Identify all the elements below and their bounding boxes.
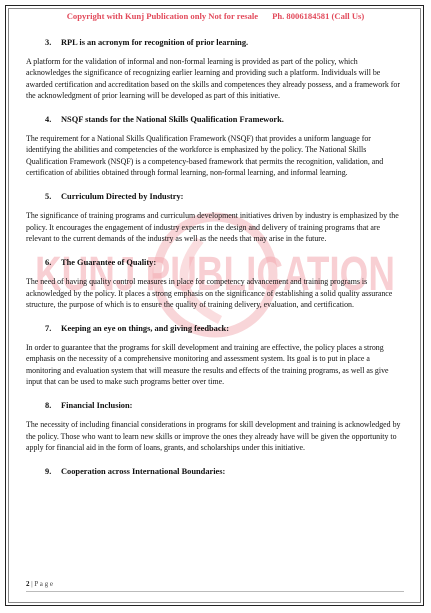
- section-heading-9: 9. Cooperation across International Boundaries:: [45, 467, 226, 477]
- section-heading-4: 4. NSQF stands for the National Skills Qualification Framework.: [45, 115, 284, 125]
- section-heading-8: 8. Financial Inclusion:: [45, 401, 133, 411]
- section-body-8: The necessity of including financial considerations in programs for skill development and training is acknowledged by the policy. Those who want to learn new skills or improve the ones they already have will be given the opportunity to apply for financial aid in the form of loans, grants, and scholarships under this initiative.: [26, 420, 401, 452]
- footer-separator: |: [31, 580, 33, 588]
- page-header: [0, 11, 431, 21]
- section-body-7: In order to guarantee that the programs for skill development and training are effective, the policy places a strong emphasis on the necessity of a comprehensive monitoring and assessment system. Its goal is to put in place a monitoring and evaluation system that will measure the results and effects of the training programs, as well as give input that can be used to make such programs better over time.: [26, 343, 389, 387]
- header-copyright: Copyright with Kunj Publication only Not for resale: [66, 11, 259, 21]
- section-body-4: The requirement for a National Skills Qualification Framework (NSQF) that provides a uniform language for identifying the abilities and competencies of the workforce is emphasized by the policy. The National Skills Qualification Framework (NSQF) is a competency-based framework that permits the recognition, validation, and certification of abilities obtained through formal learning, non-formal learning, and informal learning.: [26, 134, 384, 178]
- section-heading-6: 6. The Guarantee of Quality:: [45, 258, 157, 268]
- section-heading-3: 3. RPL is an acronym for recognition of prior learning.: [45, 38, 249, 47]
- section-heading-5: 5. Curriculum Directed by Industry:: [45, 192, 184, 202]
- section-heading-7: 7. Keeping an eye on things, and giving feedback:: [45, 324, 229, 334]
- section-body-6: The need of having quality control measures in place for competency advancement and training programs is acknowledged by the policy. It places a strong emphasis on the significance of establishing a solid quality assurance structure, the purpose of which is to ensure the quality of training delivery, evaluation, and certification.: [26, 277, 393, 309]
- page-footer: [26, 580, 404, 588]
- document-body: [26, 22, 404, 485]
- section-body-3: A platform for the validation of informal and non-formal learning is provided as part of the policy, which acknowledges the significance of recognizing earlier learning and providing such a platform. Individuals will be awarded certification and accreditation based on the skills and competences they already possess, and a framework for the acknowledgment of prior learning will be developed as part of this initiative.: [26, 57, 400, 100]
- watermark-text: KUNJ PUBLICATION: [35, 248, 395, 301]
- footer-divider: [26, 591, 404, 592]
- section-body-5: The significance of training programs and curriculum development initiatives driven by industry is emphasized by the policy. It encourages the engagement of industry experts in the design and delivery of training programs that are relevant to the current demands of the industry as well as the needs that may arise in the future.: [26, 211, 399, 243]
- footer-page-label: P a g e: [34, 580, 54, 588]
- header-phone: Ph. 8006184581 (Call Us): [272, 11, 365, 21]
- page-number: 2: [26, 580, 30, 588]
